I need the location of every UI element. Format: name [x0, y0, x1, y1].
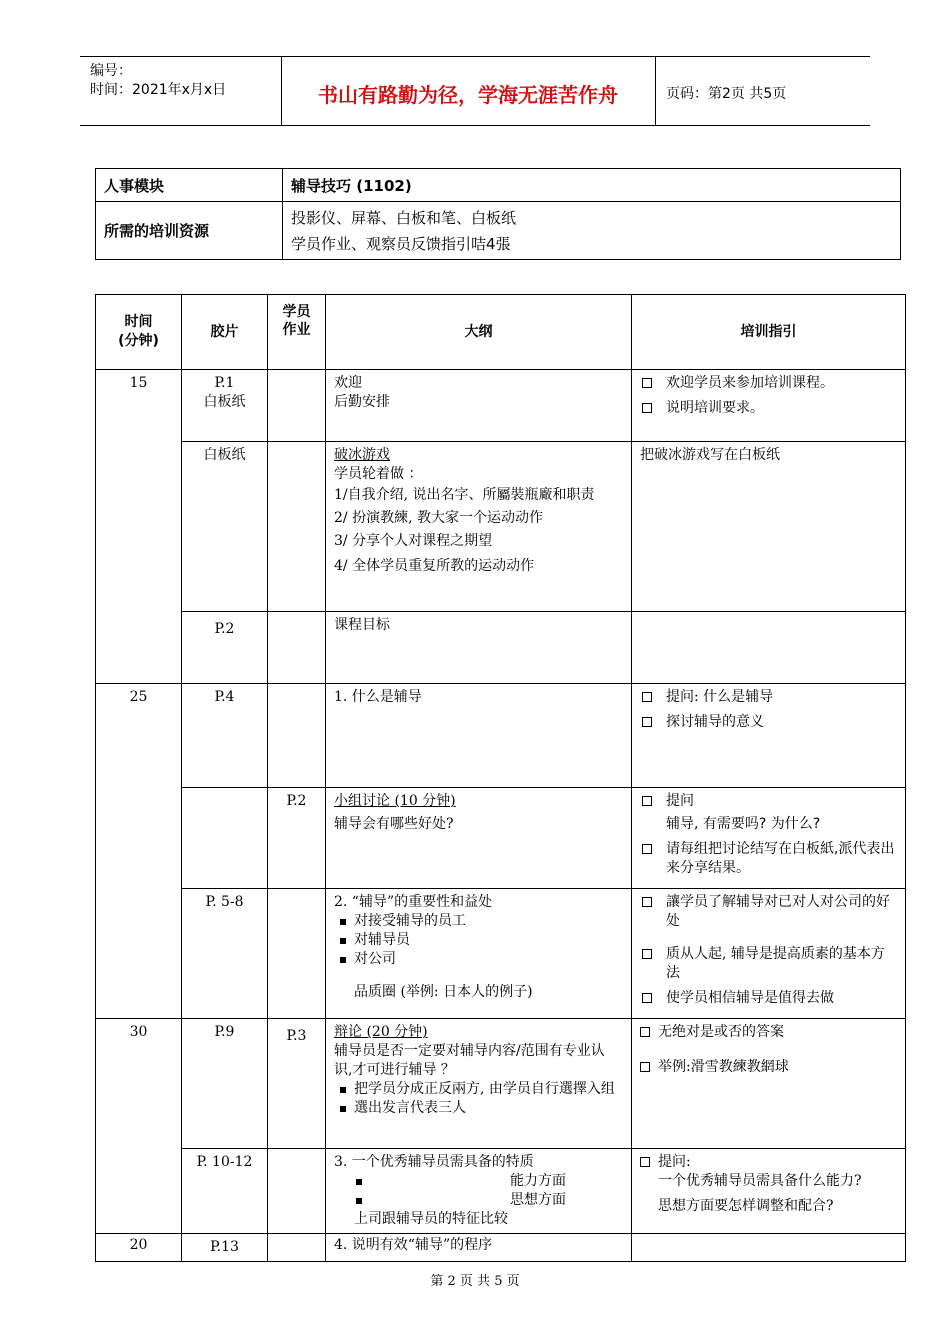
col-guide: 培训指引 [632, 295, 906, 370]
slide-cell: P. 5-8 [182, 889, 268, 1019]
table-row [96, 1019, 906, 1149]
guide-cell [632, 1149, 906, 1234]
table-row [96, 442, 906, 612]
outline-bullet: 对接受辅导的员工 [338, 912, 623, 931]
time-cell [96, 788, 182, 889]
checkbox-icon [642, 897, 652, 907]
guide-item: 思想方面要怎样调整和配合? [658, 1198, 834, 1214]
guide-item: 欢迎学员来参加培训课程。 [640, 374, 897, 393]
time-cell [96, 1149, 182, 1234]
table-header-row [96, 295, 906, 370]
col-work: 学员作业 [268, 295, 326, 370]
checkbox-icon [642, 717, 652, 727]
resource-key: 所需的培训资源 [96, 202, 283, 260]
col-slide: 胶片 [182, 295, 268, 370]
guide-item: 说明培训要求。 [640, 399, 897, 418]
resource-line: 学员作业、观察员反馈指引咭4張 [291, 234, 511, 253]
col-time: 时间 (分钟) [96, 295, 182, 370]
outline-cell: 辩论 (20 分钟) 辅导员是否一定要对辅导内容/范围有专业认识,才可进行辅导 ？ 把学员分成正反兩方, 由学员自行選擇入组 選出发言代表三人 [326, 1019, 632, 1149]
checkbox-icon [640, 1157, 650, 1167]
work-cell [268, 612, 326, 684]
outline-cell: 小组讨论 (10 分钟) 辅导会有哪些好处? [326, 788, 632, 889]
table-row [96, 612, 906, 684]
table-row [96, 370, 906, 442]
time-cell [96, 442, 182, 612]
header-motto-cell [281, 57, 656, 125]
slide-cell: P.13 [182, 1234, 268, 1262]
guide-item: 探讨辅导的意义 [640, 713, 897, 732]
bullet-icon [356, 1198, 362, 1204]
slide-cell: P.4 [182, 684, 268, 788]
table-row [96, 889, 906, 1019]
guide-cell [632, 1019, 906, 1149]
checkbox-icon [640, 1027, 650, 1037]
col-outline: 大纲 [326, 295, 632, 370]
time-cell: 15 [96, 370, 182, 442]
work-cell [268, 370, 326, 442]
outline-cell: 课程目标 [326, 612, 632, 684]
work-cell [268, 1234, 326, 1262]
outline-bullet: 選出发言代表三人 [338, 1099, 623, 1118]
guide-item: 质从人起, 辅导是提高质素的基本方法 [640, 945, 897, 983]
module-key: 人事模块 [96, 169, 283, 202]
slide-cell: P. 10-12 [182, 1149, 268, 1234]
guide-cell: 把破冰游戏写在白板纸 [632, 442, 906, 612]
bullet-icon [340, 938, 346, 944]
resource-value [283, 202, 901, 260]
slide-cell: P.9 [182, 1019, 268, 1149]
checkbox-icon [642, 993, 652, 1003]
document-date-label: 时间：2021年x月x日 [90, 82, 227, 98]
bullet-icon [340, 957, 346, 963]
table-row [96, 1149, 906, 1234]
outline-bullet: 对辅导员 [338, 931, 623, 950]
outline-cell: 欢迎 后勤安排 [326, 370, 632, 442]
bullet-icon [340, 1087, 346, 1093]
guide-item: 使学员相信辅导是值得去做 [640, 989, 897, 1008]
guide-cell [632, 612, 906, 684]
outline-cell: 破冰游戏 学员轮着做 ： 1/自我介绍, 说出名字、所屬裝瓶廠和职责 2/ 扮演教練, 教大家一个运动动作 3/ 分享个人对课程之期望 4/ 全体学员重复所教的运动动作 [326, 442, 632, 612]
time-cell: 20 [96, 1234, 182, 1262]
guide-item: 辅导, 有需要吗? 为什么? [666, 816, 821, 832]
checkbox-icon [642, 796, 652, 806]
outline-bullet: 能力方面 [354, 1172, 623, 1191]
header-motto: 书山有路勤为径，学海无涯苦作舟 [318, 83, 618, 107]
guide-cell [632, 1234, 906, 1262]
guide-item: 一个优秀辅导员需具备什么能力? [658, 1173, 862, 1189]
checkbox-icon [642, 403, 652, 413]
slide-cell: P.1 白板纸 [182, 370, 268, 442]
bullet-icon [356, 1179, 362, 1185]
outline-cell: 3. 一个优秀辅导员需具备的特质 能力方面 思想方面 上司跟辅导员的特征比较 [326, 1149, 632, 1234]
bullet-icon [340, 1106, 346, 1112]
guide-item: 请每组把讨论结写在白板紙,派代表出来分享结果。 [640, 840, 897, 878]
guide-item: 提问: [640, 1153, 897, 1172]
slide-cell [182, 788, 268, 889]
outline-bullet: 对公司 [338, 950, 623, 969]
time-cell: 25 [96, 684, 182, 788]
slide-cell: 白板纸 [182, 442, 268, 612]
outline-bullet: 思想方面 [354, 1191, 623, 1210]
work-cell [268, 1149, 326, 1234]
table-row [96, 788, 906, 889]
guide-item: 提问 [640, 792, 897, 811]
checkbox-icon [642, 692, 652, 702]
guide-cell [632, 889, 906, 1019]
work-cell [268, 442, 326, 612]
checkbox-icon [642, 949, 652, 959]
outline-bullet: 把学员分成正反兩方, 由学员自行選擇入组 [338, 1080, 623, 1099]
module-value: 辅导技巧 (1102) [283, 169, 901, 202]
outline-cell: 1. 什么是辅导 [326, 684, 632, 788]
course-info-table [95, 168, 901, 260]
work-cell [268, 684, 326, 788]
time-cell [96, 889, 182, 1019]
work-cell: P.2 [268, 788, 326, 889]
guide-item: 讓学员了解辅导对已对人对公司的好处 [640, 893, 897, 931]
guide-cell [632, 370, 906, 442]
outline-cell: 2. “辅导”的重要性和益处 对接受辅导的员工 对辅导员 对公司 品质圈 (举例: 日本人的例子) [326, 889, 632, 1019]
table-row [96, 1234, 906, 1262]
work-cell: P.3 [268, 1019, 326, 1149]
page-footer: 第 2 页 共 5 页 [430, 1274, 520, 1289]
guide-item: 提问: 什么是辅导 [640, 688, 897, 707]
guide-item: 举例:滑雪教練教網球 [640, 1058, 897, 1077]
work-cell [268, 889, 326, 1019]
guide-item: 无绝对是或否的答案 [640, 1023, 897, 1042]
page-header [80, 56, 870, 126]
header-meta-cell [80, 57, 282, 125]
checkbox-icon [642, 378, 652, 388]
checkbox-icon [640, 1062, 650, 1072]
resource-line: 投影仪、屏幕、白板和笔、白板纸 [291, 208, 517, 227]
header-page-number: 页码：第2页 共5页 [666, 86, 787, 102]
schedule-table [95, 294, 906, 1262]
slide-cell: P.2 [182, 612, 268, 684]
table-row [96, 684, 906, 788]
time-cell [96, 612, 182, 684]
time-cell: 30 [96, 1019, 182, 1149]
outline-cell: 4. 说明有效“辅导”的程序 [326, 1234, 632, 1262]
bullet-icon [340, 919, 346, 925]
guide-cell [632, 684, 906, 788]
checkbox-icon [642, 844, 652, 854]
document-number-label: 编号： [90, 63, 132, 79]
guide-cell [632, 788, 906, 889]
header-page-cell [656, 57, 870, 125]
